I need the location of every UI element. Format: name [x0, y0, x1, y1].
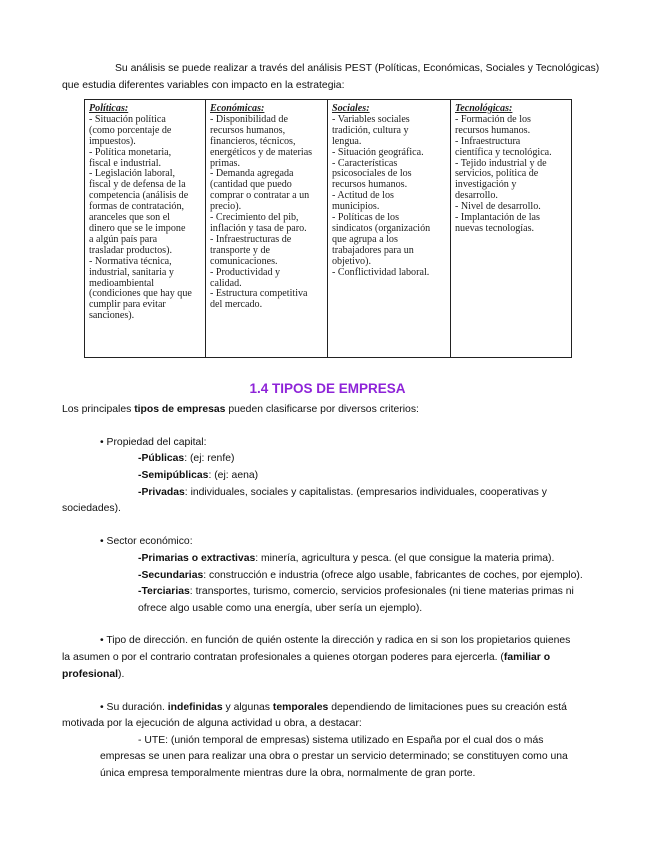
pest-item: primas. — [210, 157, 240, 169]
pest-item: formas de contratación, — [89, 201, 185, 213]
direccion-line-3: profesional). — [62, 669, 125, 680]
ute-line-1: - UTE: (unión temporal de empresas) sistema utilizado en España por el cual dos o más — [138, 735, 544, 746]
intro-line-1: Su análisis se puede realizar a través del análisis PEST (Políticas, Económicas, Sociales y Tecnológicas) — [115, 63, 600, 74]
pest-item: - Nivel de desarrollo. — [455, 201, 541, 213]
pest-item: inflación y tasa de paro. — [210, 222, 307, 234]
pest-item: a algún país para — [89, 233, 158, 245]
pest-item: - Conflictividad laboral. — [332, 266, 430, 278]
pest-item: recursos humanos. — [332, 179, 408, 191]
sector-terciarias: -Terciarias: transportes, turismo, comercio, servicios profesionales (ni tiene materias primas ni — [138, 586, 574, 597]
pest-item: tradición, cultura y — [332, 124, 409, 136]
pest-item: fiscal y de defensa de la — [89, 179, 186, 191]
pest-item: medioambiental — [89, 277, 155, 289]
pest-item: - Disponibilidad de — [210, 113, 288, 125]
pest-item: - Características — [332, 157, 398, 169]
pest-item: científica y tecnológica. — [455, 146, 552, 158]
pest-column-title: Económicas: — [210, 103, 265, 114]
pest-column-tecnologicas — [451, 100, 572, 358]
pest-item: - Infraestructura — [455, 135, 521, 147]
capital-privadas: -Privadas: individuales, sociales y capitalistas. (empresarios individuales, cooperativas y — [138, 487, 547, 498]
pest-item: servicios, política de — [455, 168, 539, 180]
pest-item: del mercado. — [210, 299, 263, 311]
pest-item: financieros, técnicos, — [210, 135, 296, 147]
pest-item: comunicaciones. — [210, 255, 278, 267]
section-lead: Los principales tipos de empresas pueden clasificarse por diversos criterios: — [62, 404, 419, 415]
pest-column-title: Sociales: — [332, 103, 370, 114]
section-heading: 1.4 TIPOS DE EMPRESA — [249, 381, 406, 396]
pest-column-title: Políticas: — [89, 103, 129, 114]
pest-item: - Demanda agregada — [210, 168, 294, 180]
direccion-line-2: la asumen o por el contrario contratan profesionales a quienes otorgan poderes para ejercerla. (familiar o — [62, 652, 551, 663]
sector-primarias: -Primarias o extractivas: minería, agricultura y pesca. (el que consigue la materia prima). — [138, 553, 555, 564]
direccion-line-1: • Tipo de dirección. en función de quién ostente la dirección y radica en si son los propietarios quienes — [100, 635, 571, 646]
pest-item: aranceles que son el — [89, 212, 170, 224]
pest-item: objetivo). — [332, 255, 371, 267]
pest-item: dinero que se le impone — [89, 222, 186, 234]
pest-item: - Formación de los — [455, 113, 531, 125]
ute-line-2: empresas se unen para realizar una obra o prestar un servicio determinado; se constituyen como una — [100, 751, 568, 762]
pest-item: fiscal e industrial. — [89, 157, 162, 169]
pest-item: - Política monetaria, — [89, 146, 172, 158]
pest-column-title: Tecnológicas: — [455, 103, 513, 114]
pest-item: municipios. — [332, 201, 380, 213]
pest-item: psicosociales de los — [332, 168, 412, 180]
pest-item: - Legislación laboral, — [89, 168, 176, 180]
pest-item: investigación y — [455, 179, 517, 191]
sector-secundarias: -Secundarias: construcción e industria (ofrece algo usable, fabricantes de coches, por ejemplo). — [138, 570, 583, 581]
pest-item: impuestos). — [89, 135, 136, 147]
pest-item: trasladar productos). — [89, 244, 172, 256]
intro-line-2: que estudia diferentes variables con impacto en la estrategia: — [62, 80, 345, 91]
pest-item: desarrollo. — [455, 190, 498, 202]
pest-item: trabajadores para un — [332, 244, 414, 256]
pest-item: cumplir para evitar — [89, 299, 166, 311]
pest-column-politicas — [85, 100, 206, 358]
sector-bullet: • Sector económico: — [100, 536, 193, 547]
pest-column-sociales — [328, 100, 451, 358]
pest-item: - Estructura competitiva — [210, 288, 308, 300]
pest-item: recursos humanos, — [210, 124, 286, 136]
pest-item: lengua. — [332, 135, 362, 147]
pest-item: - Normativa técnica, — [89, 255, 172, 267]
pest-item: - Políticas de los — [332, 212, 400, 224]
pest-item: (cantidad que puedo — [210, 179, 292, 191]
pest-item: (condiciones que hay que — [89, 288, 192, 300]
pest-item: (como porcentaje de — [89, 124, 172, 136]
pest-item: - Actitud de los — [332, 190, 394, 202]
pest-item: transporte y de — [210, 244, 270, 256]
pest-item: competencia (análisis de — [89, 190, 189, 202]
pest-column-economicas — [206, 100, 328, 358]
pest-item: sanciones). — [89, 310, 135, 322]
ute-line-3: única empresa temporalmente mientras dure la obra, normalmente de gran porte. — [100, 768, 476, 779]
duracion-line-1: • Su duración. indefinidas y algunas temporales dependiendo de limitaciones pues su creación está — [100, 702, 567, 713]
pest-item: comprar o contratar a un — [210, 190, 310, 202]
capital-privadas-cont: sociedades). — [62, 503, 121, 514]
pest-item: que agrupa a los — [332, 233, 398, 245]
pest-item: - Variables sociales — [332, 113, 410, 125]
capital-semipublicas: -Semipúblicas: (ej: aena) — [138, 470, 259, 481]
pest-item: - Implantación de las — [455, 212, 540, 224]
duracion-line-2: motivada por la ejecución de alguna actividad u obra, a destacar: — [62, 718, 362, 729]
pest-item: industrial, sanitaria y — [89, 266, 174, 278]
pest-item: recursos humanos. — [455, 124, 531, 136]
pest-item: energéticos y de materias — [210, 146, 313, 158]
pest-item: nuevas tecnologías. — [455, 222, 535, 234]
pest-item: - Situación política — [89, 113, 166, 125]
pest-item: - Situación geográfica. — [332, 146, 424, 158]
pest-item: - Tejido industrial y de — [455, 157, 547, 169]
capital-publicas: -Públicas: (ej: renfe) — [138, 453, 235, 464]
pest-item: sindicatos (organización — [332, 222, 431, 234]
pest-table — [84, 99, 572, 358]
capital-bullet: • Propiedad del capital: — [100, 437, 207, 448]
pest-item: - Crecimiento del pib, — [210, 212, 299, 224]
pest-item: - Infraestructuras de — [210, 233, 292, 245]
pest-item: precio). — [210, 201, 242, 213]
pest-item: calidad. — [210, 277, 242, 289]
sector-terciarias-cont: ofrece algo usable como una energía, uber sería un ejemplo). — [138, 603, 423, 614]
pest-item: - Productividad y — [210, 266, 281, 278]
